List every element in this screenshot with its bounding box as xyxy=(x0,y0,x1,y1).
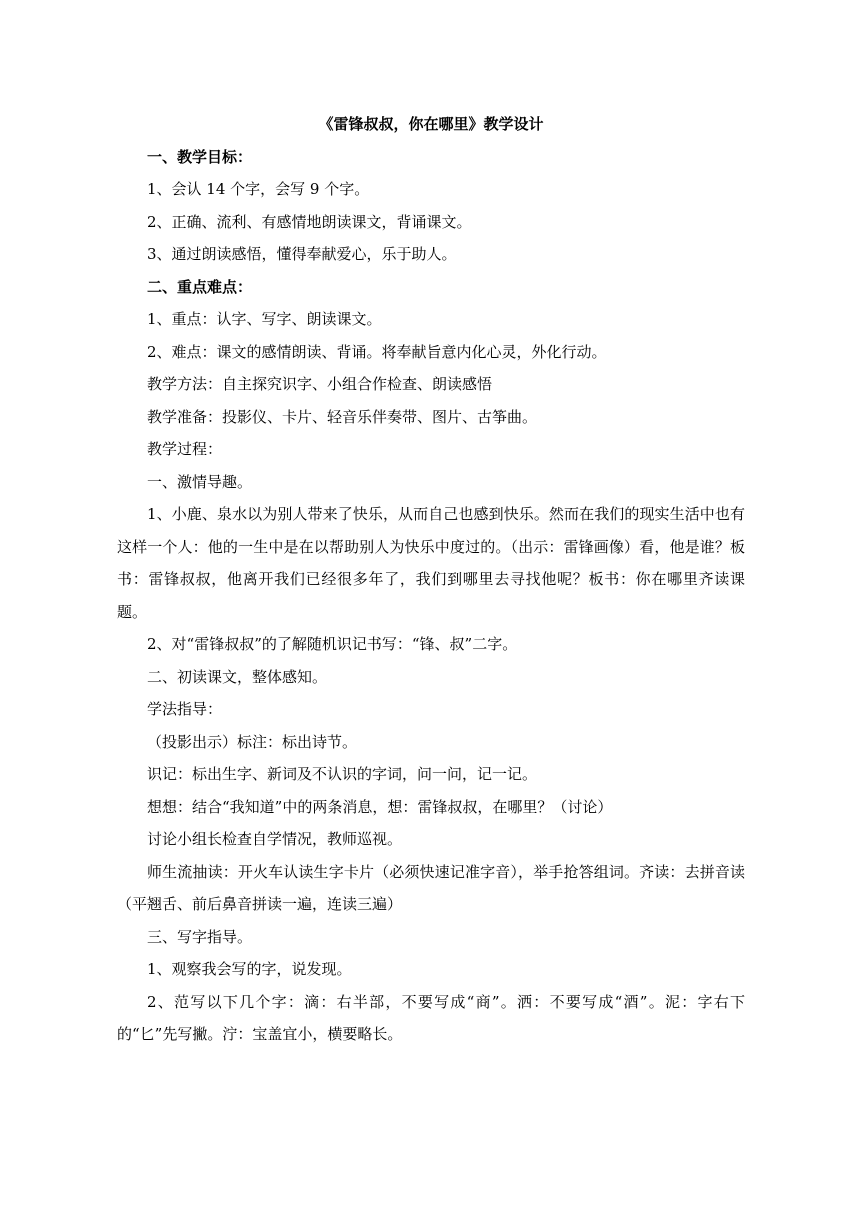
paragraph: 1、重点：认字、写字、朗读课文。 xyxy=(147,310,382,328)
paragraph: 教学准备：投影仪、卡片、轻音乐伴奏带、图片、古筝曲。 xyxy=(147,407,538,426)
section-heading: 二、重点难点： xyxy=(147,277,253,296)
paragraph: 2、范写以下几个字：滴：右半部，不要写成“商”。洒：不要写成“酒”。泥：字右下的“匕”先写撇。泞：宝盖宜小，横要略长。 xyxy=(117,992,745,1043)
document-title: 《雷锋叔叔，你在哪里》教学设计 xyxy=(318,115,544,133)
paragraph: 2、正确、流利、有感情地朗读课文，背诵课文。 xyxy=(147,212,472,231)
paragraph: 1、会认 14 个字，会写 9 个字。 xyxy=(147,180,370,198)
paragraph: 师生流抽读：开火车认读生字卡片（必须快速记准字音），举手抢答组词。齐读：去拼音读（平翘舌、前后鼻音拼读一遍，连读三遍） xyxy=(117,862,745,913)
paragraph: 3、通过朗读感悟，懂得奉献爱心，乐于助人。 xyxy=(147,245,457,263)
paragraph: 1、小鹿、泉水以为别人带来了快乐，从而自己也感到快乐。然而在我们的现实生活中也有这样一个人：他的一生中是在以帮助别人为快乐中度过的。（出示：雷锋画像）看，他是谁？板书：雷锋叔叔，他离开我们已经很多年了，我们到哪里去寻找他呢？板书：你在哪里齐读课题。 xyxy=(117,505,745,621)
paragraph-list xyxy=(117,141,745,1051)
paragraph: 想想：结合“我知道”中的两条消息，想：雷锋叔叔，在哪里？（讨论） xyxy=(147,797,613,816)
paragraph: 1、观察我会写的字，说发现。 xyxy=(147,960,352,978)
paragraph: 2、对“雷锋叔叔”的了解随机识记书写：“锋、叔”二字。 xyxy=(147,635,518,653)
paragraph: 二、初读课文，整体感知。 xyxy=(147,667,328,686)
paragraph: 教学过程： xyxy=(147,440,223,458)
paragraph: 学法指导： xyxy=(147,700,223,718)
paragraph: 三、写字指导。 xyxy=(147,927,253,946)
paragraph: 讨论小组长检查自学情况，教师巡视。 xyxy=(147,830,403,848)
paragraph: （投影出示）标注：标出诗节。 xyxy=(147,732,358,751)
paragraph: 一、激情导趣。 xyxy=(147,472,253,491)
paragraph: 识记：标出生字、新词及不认识的字词，问一问，记一记。 xyxy=(147,765,538,783)
paragraph: 2、难点：课文的感情朗读、背诵。将奉献旨意内化心灵，外化行动。 xyxy=(147,342,607,361)
section-heading: 一、教学目标： xyxy=(147,147,253,166)
paragraph: 教学方法：自主探究识字、小组合作检查、朗读感悟 xyxy=(147,375,493,393)
document-body xyxy=(117,108,745,1051)
